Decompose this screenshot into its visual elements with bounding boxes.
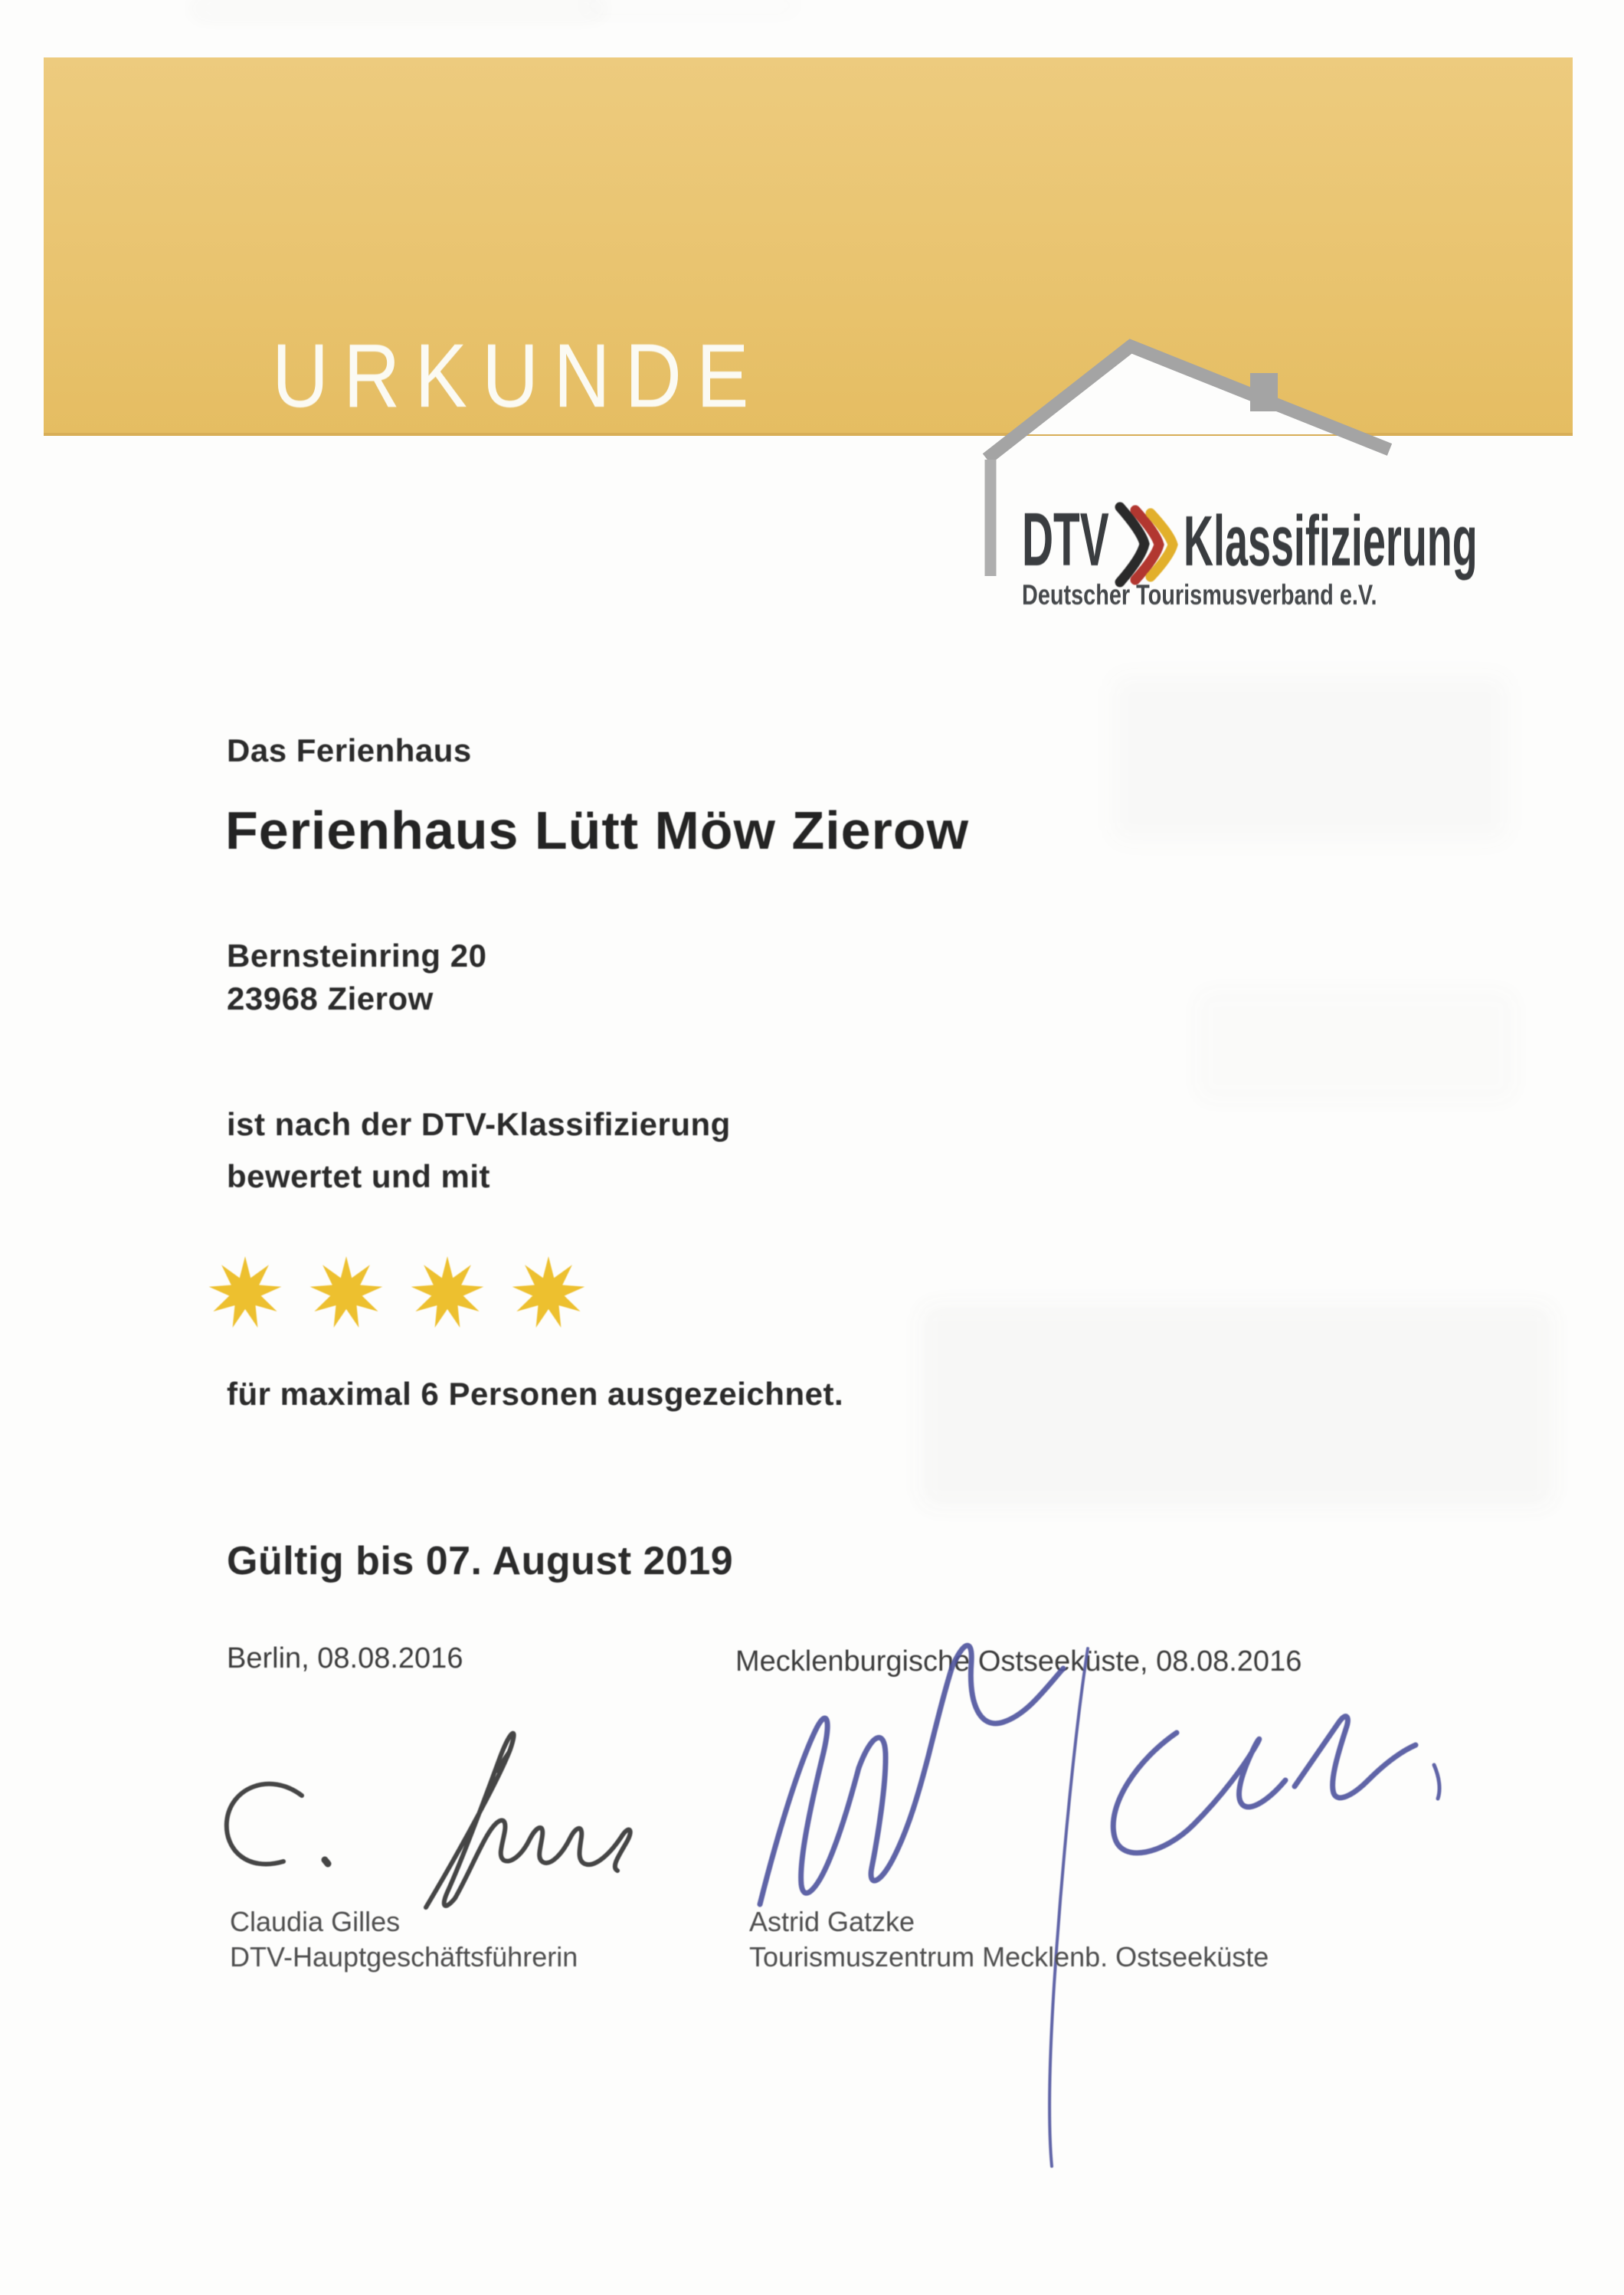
certificate-heading: URKUNDE xyxy=(272,326,764,427)
scan-bleed-artifact xyxy=(919,1302,1555,1509)
logo-brand: DTV xyxy=(1022,497,1109,581)
signer-name-right: Astrid Gatzke xyxy=(749,1906,915,1937)
scan-edge-artifact xyxy=(582,0,797,11)
address-street: Bernsteinring 20 xyxy=(227,938,487,974)
chevron-icon xyxy=(1135,510,1159,580)
star-icon xyxy=(512,1256,585,1330)
intro-label: Das Ferienhaus xyxy=(227,732,472,768)
validity-line: Gültig bis 07. August 2019 xyxy=(227,1539,734,1583)
signer-title-left: DTV-Hauptgeschäftsführerin xyxy=(230,1941,578,1973)
star-rating xyxy=(208,1256,585,1330)
chevron-icon xyxy=(1120,507,1144,582)
statement-line-1: ist nach der DTV-Klassifizierung xyxy=(227,1106,731,1142)
star-icon xyxy=(309,1256,383,1330)
logo-brand-suffix: Klassifizierung xyxy=(1184,501,1478,581)
logo-subtitle: Deutscher Tourismusverband e.V. xyxy=(1022,579,1377,611)
star-icon xyxy=(208,1256,282,1330)
property-name: Ferienhaus Lütt Möw Zierow xyxy=(225,800,970,860)
scan-edge-artifact xyxy=(192,0,605,17)
signature-left xyxy=(227,1734,630,1907)
address-city: 23968 Zierow xyxy=(227,981,434,1017)
signer-title-right: Tourismuszentrum Mecklenb. Ostseeküste xyxy=(749,1941,1269,1973)
award-line: für maximal 6 Personen ausgezeichnet. xyxy=(227,1376,844,1412)
scan-bleed-artifact xyxy=(1111,674,1509,843)
place-date-right: Mecklenburgische Ostseeküste, 08.08.2016 xyxy=(735,1645,1302,1678)
scan-bleed-artifact xyxy=(1195,988,1517,1103)
place-date-left: Berlin, 08.08.2016 xyxy=(227,1642,463,1675)
star-icon xyxy=(411,1256,484,1330)
signer-name-left: Claudia Gilles xyxy=(230,1906,401,1937)
chevron-icon xyxy=(1151,513,1173,577)
statement-line-2: bewertet und mit xyxy=(227,1158,491,1194)
header-banner xyxy=(44,57,1573,436)
